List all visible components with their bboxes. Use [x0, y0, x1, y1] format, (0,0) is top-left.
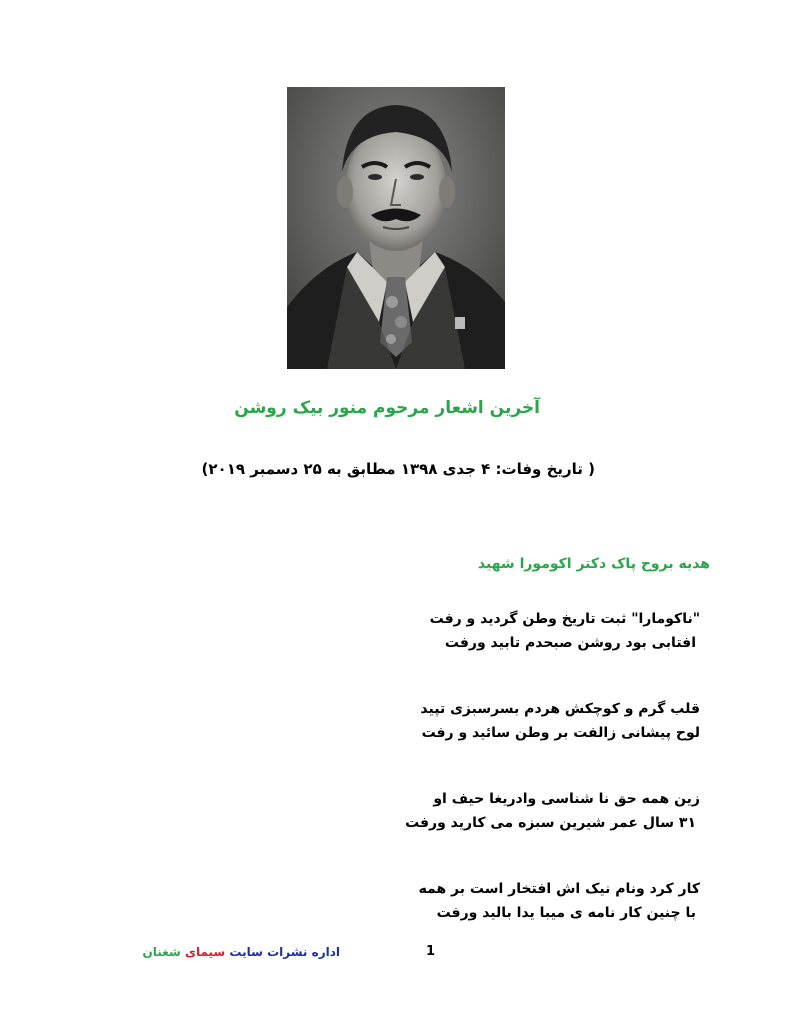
dedication-heading: هدیه بروح پاک دکتر اکومورا شهید — [477, 556, 710, 572]
footer-credit-part3: شغنان — [142, 945, 181, 959]
poem-verse: قلب گرم و کوچکش هردم بسرسبزی تپید — [420, 701, 700, 717]
poem-verse: کار کرد ونام نیک اش افتخار است بر همه — [418, 881, 700, 897]
footer-credit-part1: اداره نشرات سایت — [229, 945, 340, 959]
poem-stanza — [280, 877, 700, 925]
page-title — [180, 398, 540, 418]
death-date-subtitle: ( تاریخ وفات: ۴ جدی ۱۳۹۸ مطابق به ۲۵ دسمبر ۲۰۱۹) — [201, 460, 595, 478]
poem-stanza — [280, 787, 700, 835]
title-text: آخرین اشعار مرحوم منور بیک روشن — [234, 398, 540, 418]
poem-verse: با چنین کار نامه ی میبا یدا بالید ورفت — [436, 905, 696, 921]
poem-verse: ۳۱ سال عمر شیرین سبزه می کارید ورفت — [405, 815, 696, 831]
poem-stanza — [280, 607, 700, 655]
footer-credit-part2: سیمای — [184, 945, 226, 959]
portrait-photo — [287, 87, 505, 369]
poem — [280, 607, 700, 967]
poem-verse: افتابی بود روشن صبحدم تابید ورفت — [444, 635, 696, 651]
page-number: 1 — [426, 944, 436, 959]
poem-verse: زین همه حق نا شناسی وادریغا حیف او — [433, 791, 700, 807]
poem-verse: "ناکومارا" ثبت تاریخ وطن گردید و رفت — [429, 611, 700, 627]
footer-credit — [140, 945, 340, 959]
poem-verse: لوح پیشانی زالفت بر وطن سائید و رفت — [421, 725, 700, 741]
poem-stanza — [280, 697, 700, 745]
